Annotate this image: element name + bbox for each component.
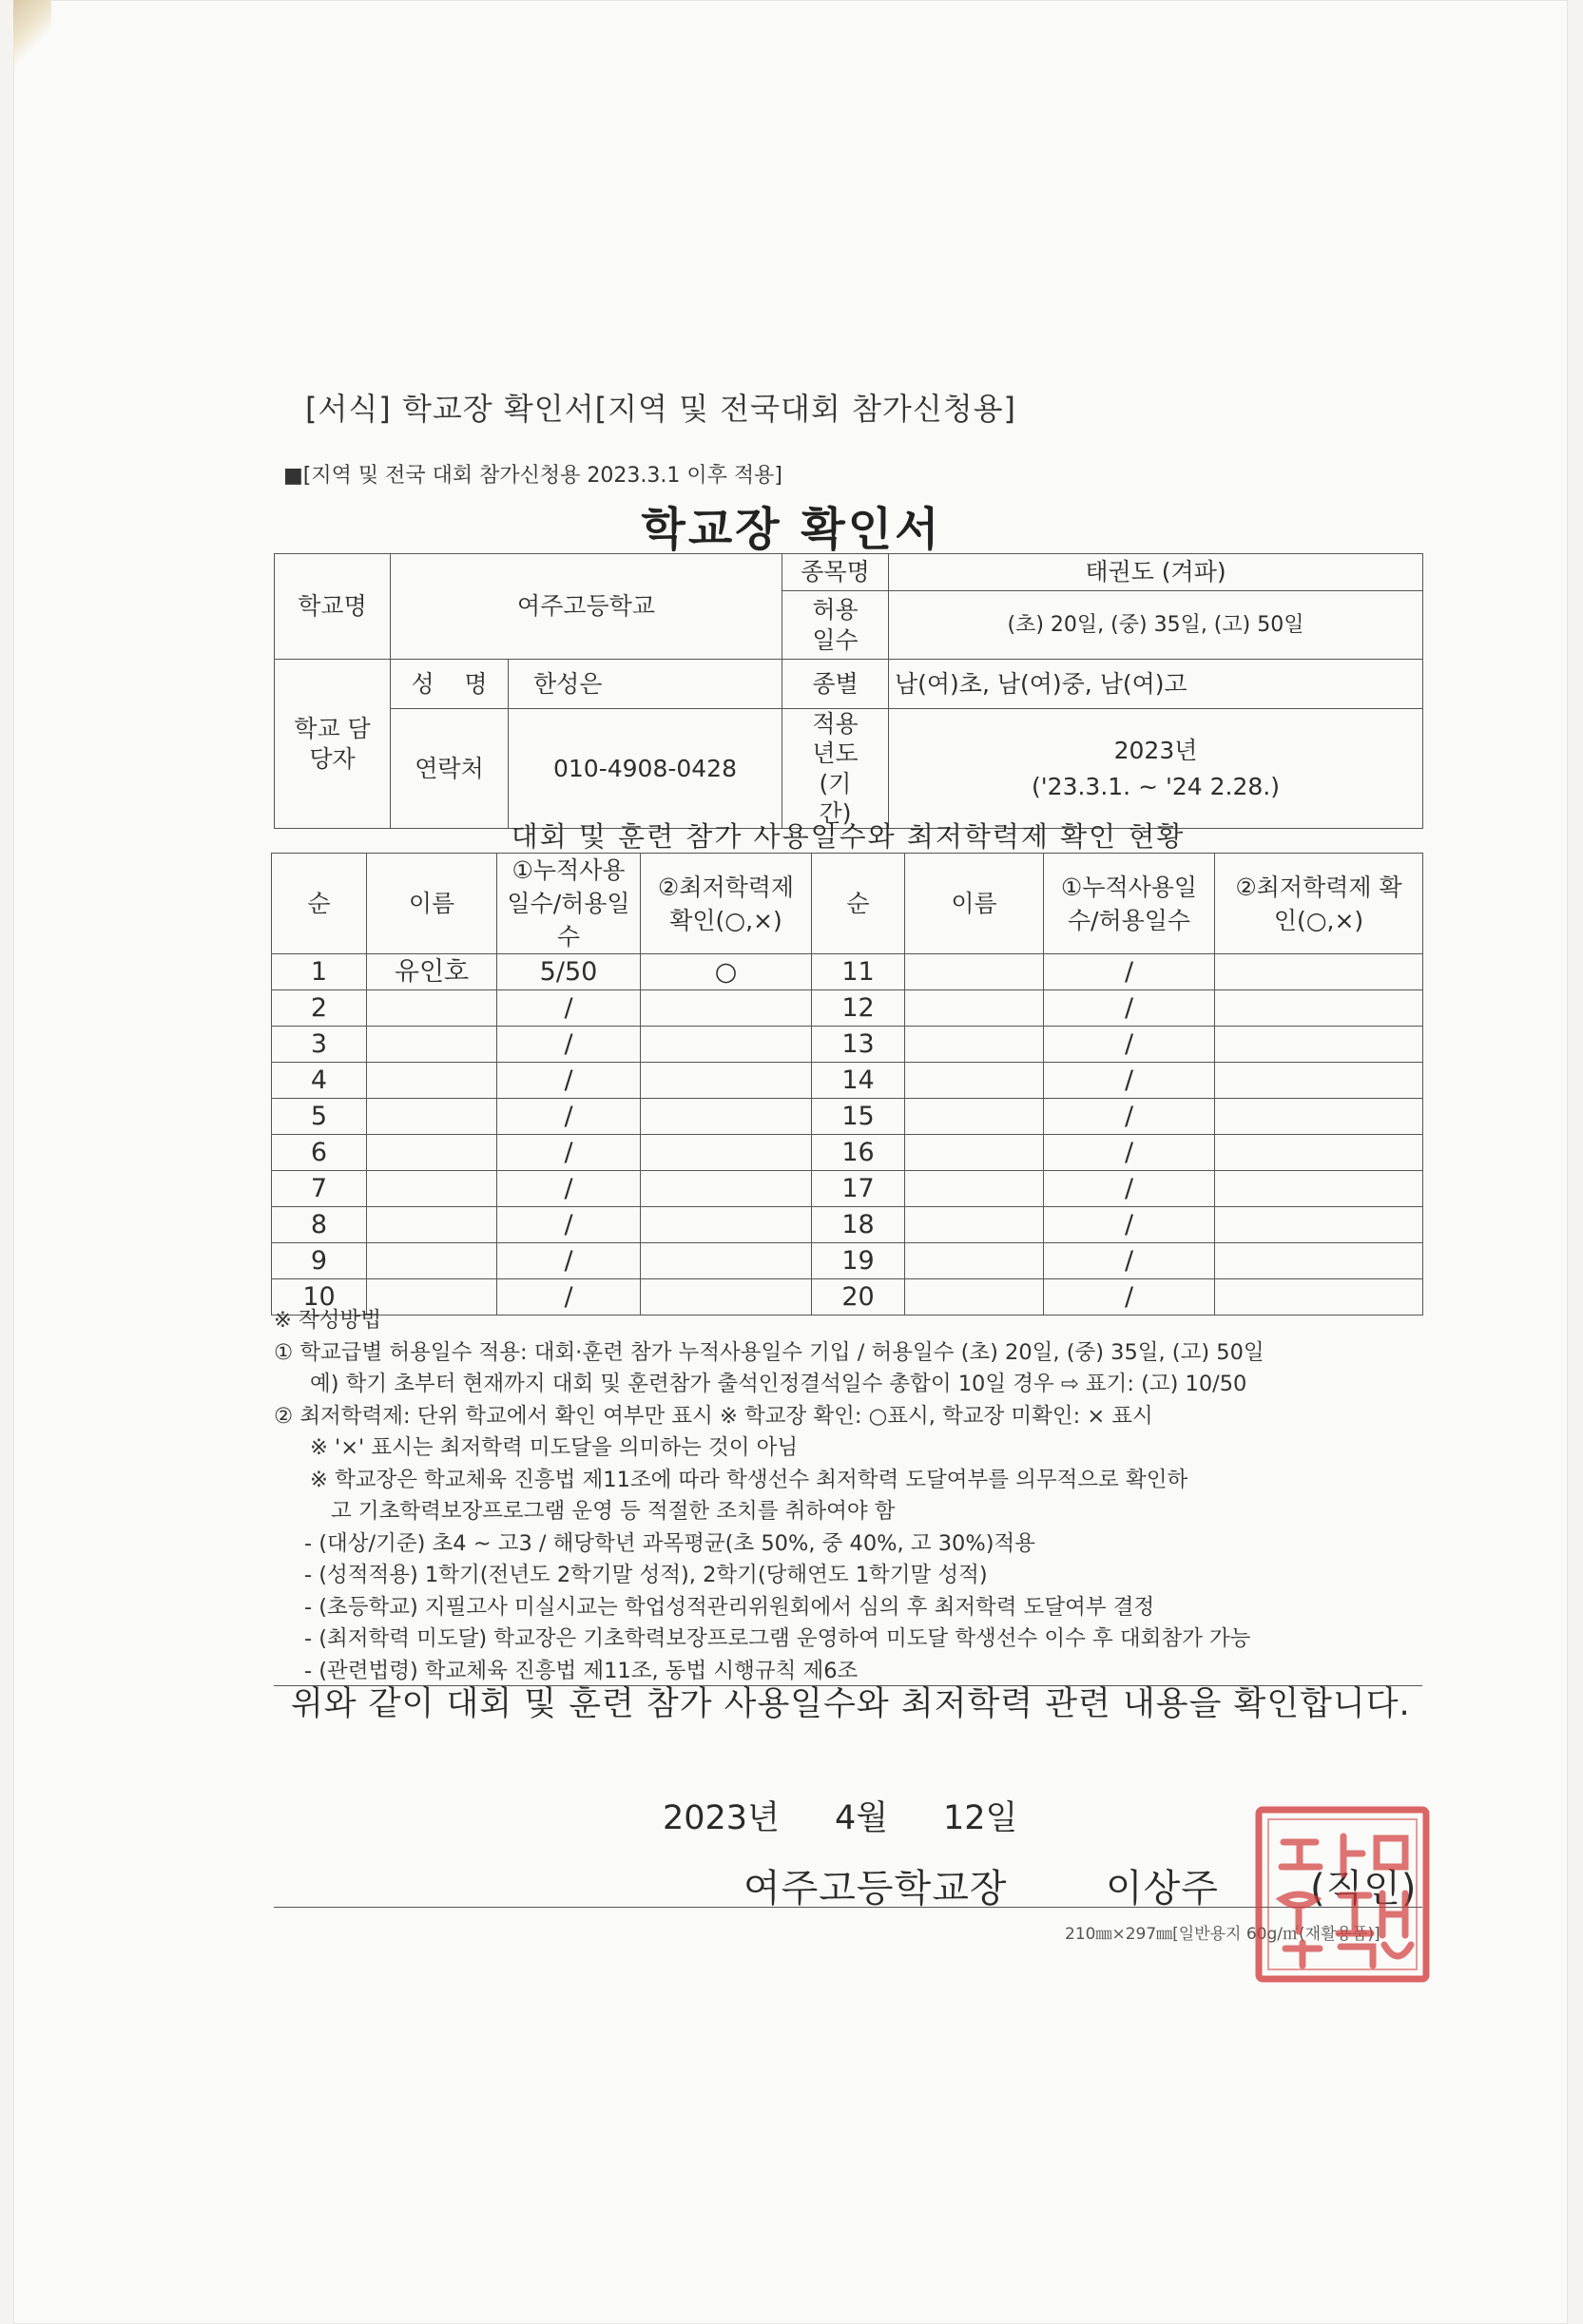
allowed-days-value: (초) 20일, (중) 35일, (고) 50일 xyxy=(889,591,1423,660)
cell-name xyxy=(905,1171,1044,1207)
cell-days: / xyxy=(1044,1099,1215,1135)
document-title: 학교장 확인서 xyxy=(641,503,942,556)
table-row xyxy=(272,1027,1423,1063)
header-check-left: ②최저학력제 확인(○,×) xyxy=(641,854,812,954)
cell-no: 6 xyxy=(272,1135,367,1171)
cell-days: / xyxy=(497,1171,641,1207)
cell-days: / xyxy=(1044,954,1215,990)
cell-days: / xyxy=(497,990,641,1027)
note-1-example: 예) 학기 초부터 현재까지 대회 및 훈련참가 출석인정결석일수 총합이 10일 경우 ⇨ 표기: (고) 10/50 xyxy=(310,1372,1247,1396)
contact-group-label: 학교 담당자 xyxy=(275,660,391,829)
contact-name-label: 성 명 xyxy=(391,660,509,709)
cell-name xyxy=(905,1099,1044,1135)
date-year: 2023년 xyxy=(663,1799,780,1837)
table-row xyxy=(272,1171,1423,1207)
cell-check xyxy=(1215,954,1423,990)
cell-days: / xyxy=(497,1135,641,1171)
cell-name xyxy=(367,990,497,1027)
cell-check xyxy=(641,1099,812,1135)
cell-check: ○ xyxy=(641,954,812,990)
cell-check xyxy=(1215,1171,1423,1207)
paper-corner-shadow xyxy=(13,0,51,76)
cell-no: 17 xyxy=(812,1171,905,1207)
seal-label: (직인) xyxy=(1310,1867,1418,1911)
cell-days: / xyxy=(1044,990,1215,1027)
cell-check xyxy=(641,1027,812,1063)
cell-name xyxy=(367,1027,497,1063)
header-name-left: 이름 xyxy=(367,854,497,954)
cell-check xyxy=(1215,1207,1423,1243)
cell-days: / xyxy=(497,1099,641,1135)
confirmation-statement: 위와 같이 대회 및 훈련 참가 사용일수와 최저학력 관련 내용을 확인합니다. xyxy=(291,1685,1411,1723)
detail-elementary: - (초등학교) 지필고사 미실시교는 학업성적관리위원회에서 심의 후 최저학력 도달여부 결정 xyxy=(304,1594,1155,1620)
detail-target: - (대상/기준) 초4 ~ 고3 / 해당학년 과목평균(초 50%, 중 40%, 고 30%)적용 xyxy=(304,1530,1035,1556)
period-year: 2023년 xyxy=(1113,737,1198,765)
cell-no: 16 xyxy=(812,1135,905,1171)
official-seal-stamp xyxy=(1253,1804,1432,1985)
cell-name xyxy=(367,1207,497,1243)
table-row xyxy=(272,1063,1423,1099)
cell-no: 9 xyxy=(272,1243,367,1279)
contact-phone-value: 010-4908-0428 xyxy=(509,709,782,829)
date-day: 12일 xyxy=(943,1799,1018,1837)
header-name-right: 이름 xyxy=(905,854,1044,954)
cell-name xyxy=(367,1135,497,1171)
cell-check xyxy=(641,1243,812,1279)
writing-instructions xyxy=(274,1305,1434,1687)
cell-no: 4 xyxy=(272,1063,367,1099)
note-2-obligation-cont: 고 기초학력보장프로그램 운영 등 적절한 조치를 취하여야 함 xyxy=(331,1499,896,1524)
cell-check xyxy=(641,1135,812,1171)
section-title: 대회 및 훈련 참가 사용일수와 최저학력제 확인 현황 xyxy=(511,820,1186,853)
cell-check xyxy=(1215,990,1423,1027)
cell-no: 1 xyxy=(272,954,367,990)
table-row xyxy=(272,1207,1423,1243)
cell-no: 8 xyxy=(272,1207,367,1243)
cell-days: / xyxy=(1044,1135,1215,1171)
form-label: [서식] 학교장 확인서[지역 및 전국대회 참가신청용] xyxy=(305,391,1017,427)
signer-organization: 여주고등학교장 xyxy=(743,1867,1008,1911)
cell-check xyxy=(641,1171,812,1207)
signer-name: 이상주 xyxy=(1106,1867,1219,1911)
notes-heading: ※ 작성방법 xyxy=(274,1308,381,1333)
cell-check xyxy=(1215,1027,1423,1063)
cell-days: / xyxy=(1044,1243,1215,1279)
cell-no: 7 xyxy=(272,1171,367,1207)
cell-no: 11 xyxy=(812,954,905,990)
cell-no: 19 xyxy=(812,1243,905,1279)
cell-days: / xyxy=(1044,1279,1215,1316)
cell-no: 18 xyxy=(812,1207,905,1243)
cell-name xyxy=(905,1135,1044,1171)
cell-check xyxy=(1215,1135,1423,1171)
status-table-body xyxy=(272,954,1423,1316)
cell-days: / xyxy=(497,1027,641,1063)
table-row xyxy=(272,1243,1423,1279)
event-label: 종목명 xyxy=(782,554,889,591)
info-table xyxy=(274,553,1423,829)
cell-name xyxy=(367,1063,497,1099)
cell-days: / xyxy=(1044,1063,1215,1099)
header-no-right: 순 xyxy=(812,854,905,954)
contact-phone-label: 연락처 xyxy=(391,709,509,829)
cell-check xyxy=(1215,1063,1423,1099)
table-row xyxy=(272,990,1423,1027)
cell-name xyxy=(905,954,1044,990)
status-table xyxy=(271,853,1423,1316)
cell-name xyxy=(367,1171,497,1207)
cell-no: 3 xyxy=(272,1027,367,1063)
cell-days: 5/50 xyxy=(497,954,641,990)
detail-legal-basis: - (관련법령) 학교체육 진흥법 제11조, 동법 시행규칙 제6조 xyxy=(304,1658,859,1683)
category-value: 남(여)초, 남(여)중, 남(여)고 xyxy=(889,660,1423,709)
cell-check xyxy=(641,1063,812,1099)
cell-no: 5 xyxy=(272,1099,367,1135)
table-row xyxy=(272,954,1423,990)
detail-grade-period: - (성적적용) 1학기(전년도 2학기말 성적), 2학기(당해연도 1학기말 성적) xyxy=(304,1563,988,1587)
cell-name xyxy=(367,1243,497,1279)
cell-name xyxy=(905,1243,1044,1279)
allowed-days-label: 허용일수 xyxy=(782,591,889,660)
status-table-header xyxy=(272,854,1423,954)
paper-size-note: 210㎜×297㎜[일반용지 60g/㎡(재활용품)] xyxy=(1065,1925,1380,1944)
cell-check xyxy=(641,990,812,1027)
note-2: ② 최저학력제: 단위 학교에서 확인 여부만 표시 ※ 학교장 확인: ○표시, 학교장 미확인: × 표시 xyxy=(274,1403,1153,1429)
cell-name xyxy=(905,1063,1044,1099)
header-days-right: ①누적사용일수/허용일수 xyxy=(1044,854,1215,954)
cell-days: / xyxy=(497,1279,641,1316)
school-name-value: 여주고등학교 xyxy=(391,554,782,660)
cell-name xyxy=(905,1207,1044,1243)
cell-no: 10 xyxy=(272,1279,367,1316)
header-check-right: ②최저학력제 확인(○,×) xyxy=(1215,854,1423,954)
cell-name xyxy=(905,1027,1044,1063)
note-2-obligation: ※ 학교장은 학교체육 진흥법 제11조에 따라 학생선수 최저학력 도달여부를 의무적으로 확인하 xyxy=(310,1467,1188,1492)
note-1: ① 학교급별 허용일수 적용: 대회·훈련 참가 누적사용일수 기입 / 허용일수 (초) 20일, (중) 35일, (고) 50일 xyxy=(274,1339,1264,1365)
header-no-left: 순 xyxy=(272,854,367,954)
cell-days: / xyxy=(1044,1027,1215,1063)
cell-no: 15 xyxy=(812,1099,905,1135)
cell-days: / xyxy=(497,1063,641,1099)
cell-name: 유인호 xyxy=(367,954,497,990)
cell-no: 13 xyxy=(812,1027,905,1063)
form-subtitle: ■[지역 및 전국 대회 참가신청용 2023.3.1 이후 적용] xyxy=(283,464,782,488)
period-range: ('23.3.1. ~ '24 2.28.) xyxy=(1032,772,1280,800)
header-days-left: ①누적사용일수/허용일수 xyxy=(497,854,641,954)
cell-name xyxy=(905,990,1044,1027)
cell-no: 20 xyxy=(812,1279,905,1316)
table-row xyxy=(272,1099,1423,1135)
event-value: 태권도 (겨파) xyxy=(889,554,1423,591)
cell-check xyxy=(1215,1099,1423,1135)
cell-days: / xyxy=(1044,1207,1215,1243)
cell-days: / xyxy=(1044,1171,1215,1207)
cell-no: 12 xyxy=(812,990,905,1027)
cell-check xyxy=(1215,1243,1423,1279)
note-2-remark: ※ '×' 표시는 최저학력 미도달을 의미하는 것이 아님 xyxy=(310,1435,799,1460)
cell-no: 2 xyxy=(272,990,367,1027)
cell-no: 14 xyxy=(812,1063,905,1099)
period-value xyxy=(889,709,1423,829)
period-label: 적용년도 (기간) xyxy=(782,709,889,829)
table-row xyxy=(272,1135,1423,1171)
divider-bottom xyxy=(274,1907,1422,1908)
date-month: 4월 xyxy=(835,1799,889,1837)
category-label: 종별 xyxy=(782,660,889,709)
contact-name-value: 한성은 xyxy=(509,660,782,709)
detail-below-minimum: - (최저학력 미도달) 학교장은 기초학력보장프로그램 운영하여 미도달 학생선수 이수 후 대회참가 가능 xyxy=(304,1626,1251,1651)
cell-check xyxy=(641,1207,812,1243)
cell-days: / xyxy=(497,1207,641,1243)
cell-days: / xyxy=(497,1243,641,1279)
school-name-label: 학교명 xyxy=(275,554,391,660)
cell-name xyxy=(367,1099,497,1135)
